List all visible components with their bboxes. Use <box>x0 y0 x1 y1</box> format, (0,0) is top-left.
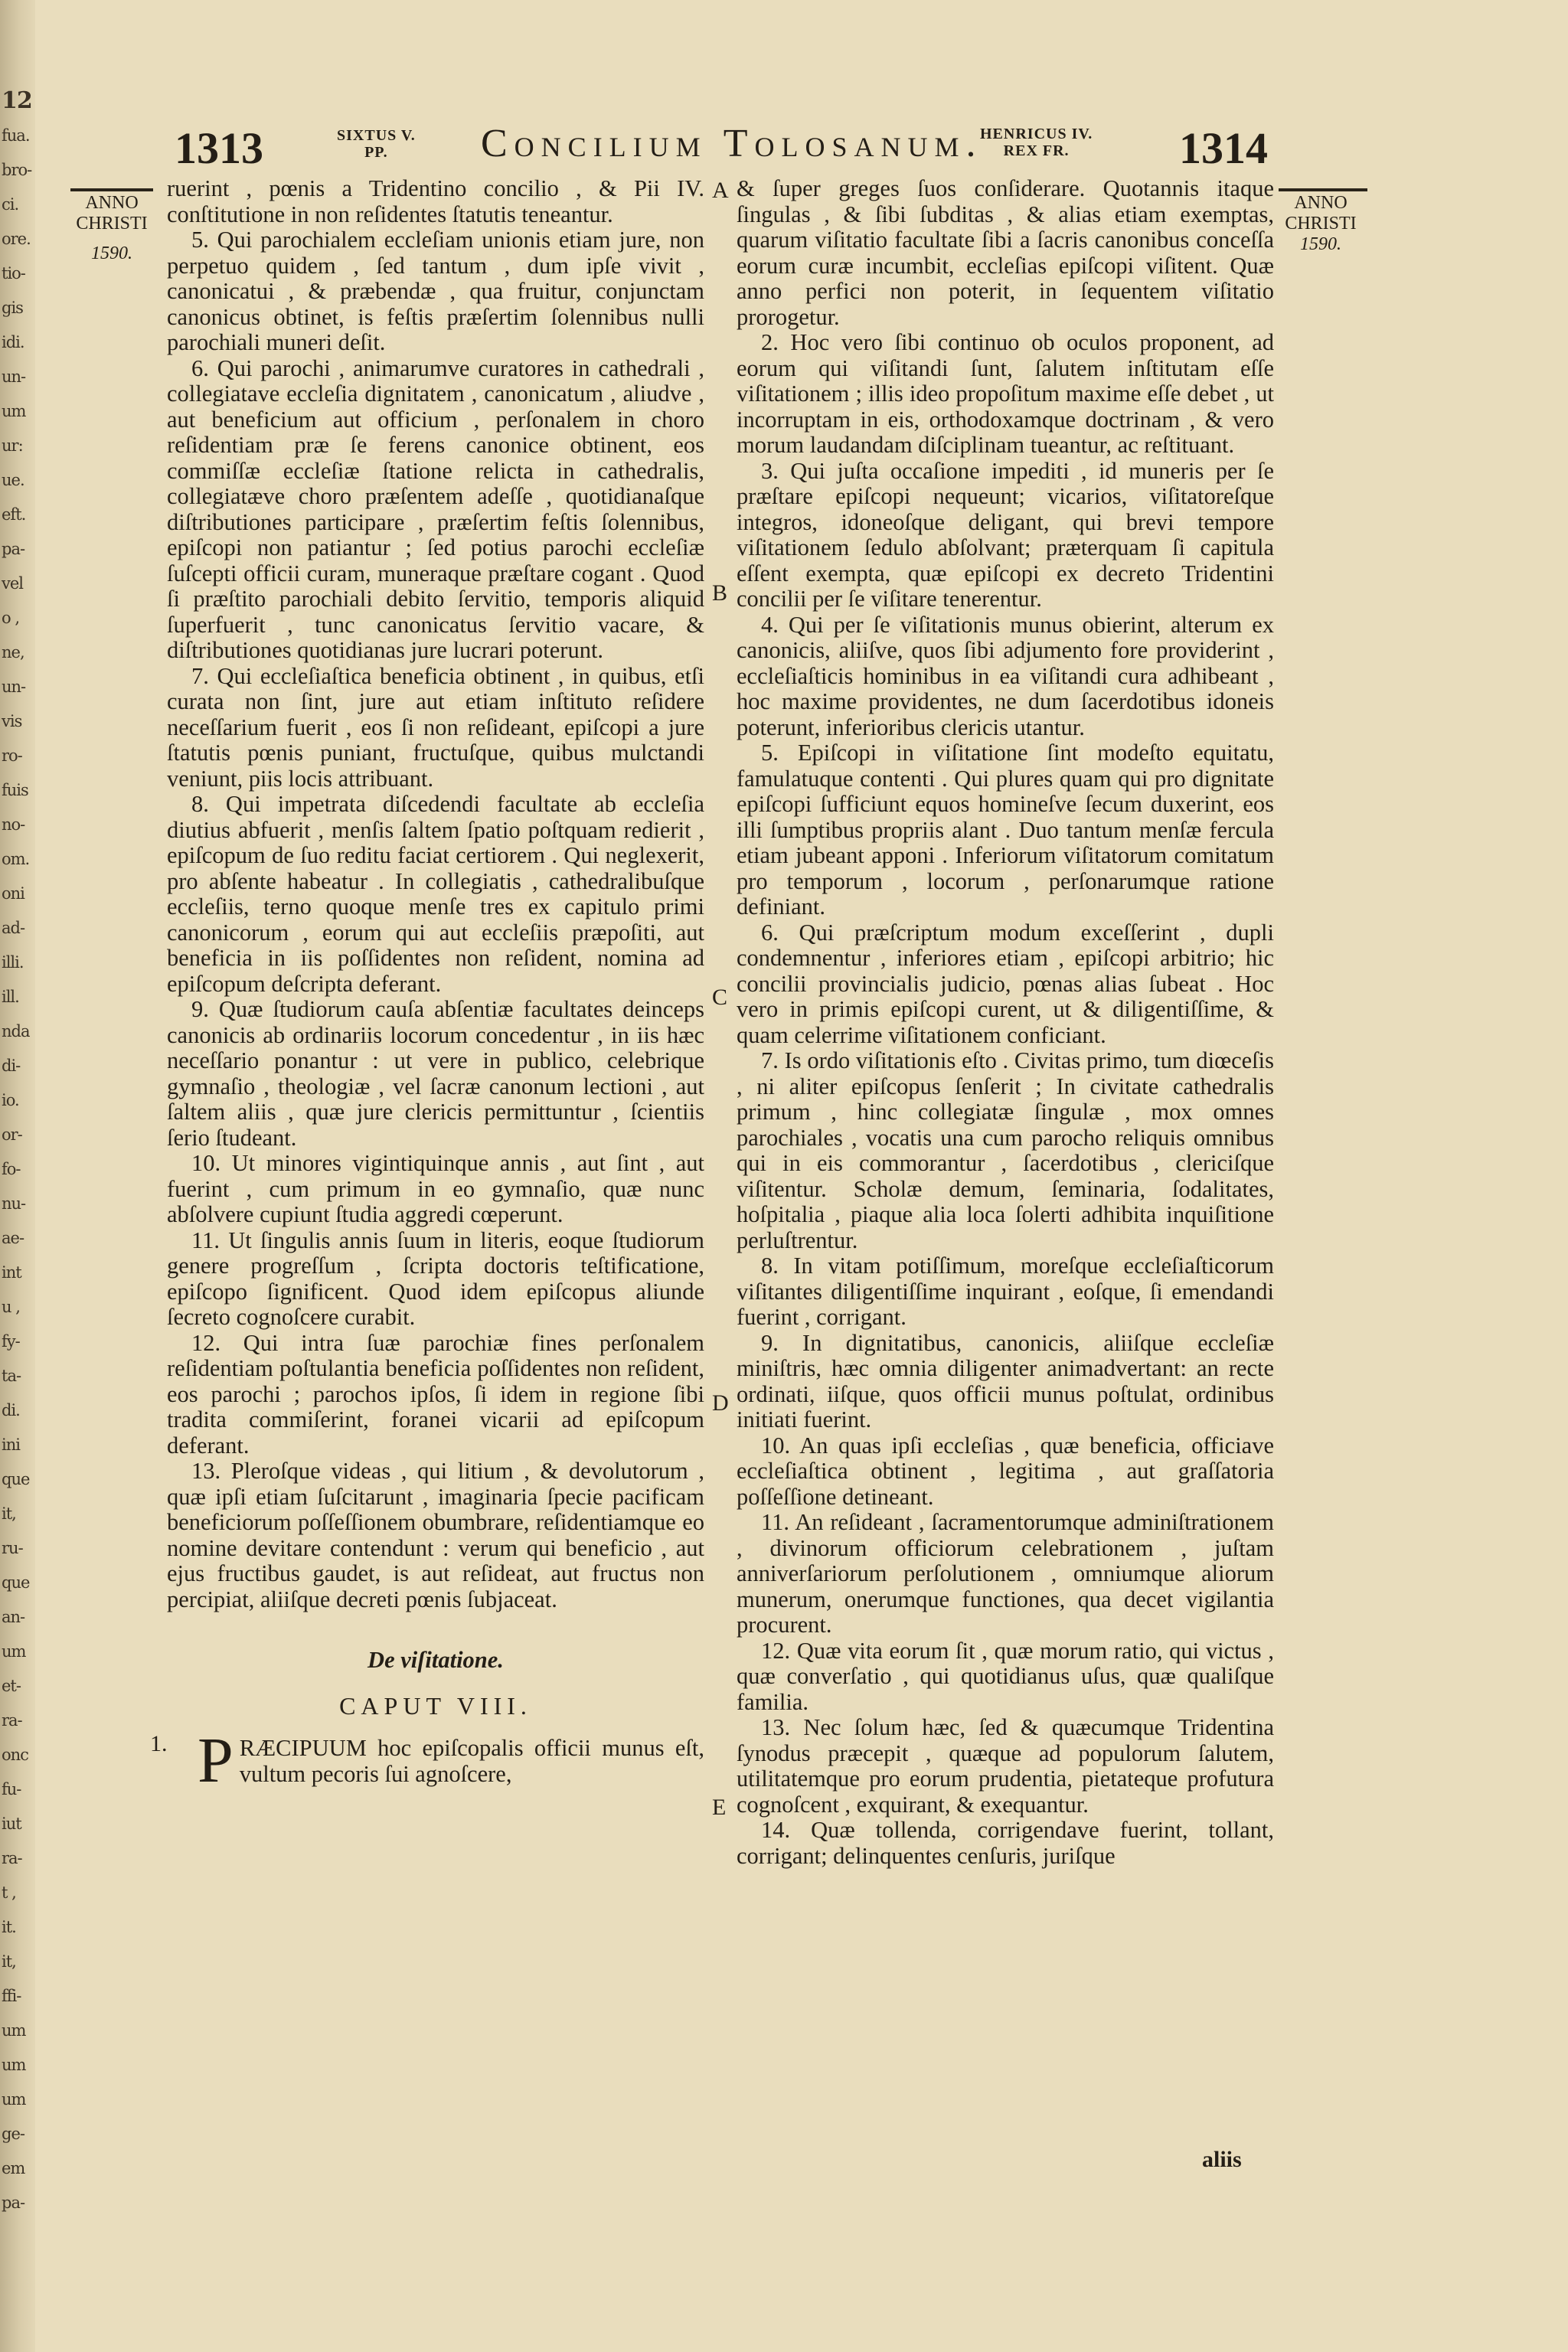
right-paragraphs <box>737 176 1274 1869</box>
spine-fragment: um <box>2 2090 26 2109</box>
king-header <box>980 126 1093 159</box>
paragraph: ruerint , pœnis a Tridentino concilio , & Pii IV. conſtitutione in non reſidentes ſtatutis teneantur. <box>167 175 704 227</box>
right-margin-rule <box>1279 188 1367 191</box>
paragraph: 7. Is ordo viſitationis eſto . Civitas primo, tum diœceſis , ni aliter epiſcopus ſenſerit ; In civitate cathedralis primum , hinc collegiatæ ſingulæ , mox omnes parochiales , vocatis una cum parocho reliquis omnibus qui in eis commorantur , ſacerdotibus , clericiſque viſitentur. Scholæ demum, ſeminaria, ſodalitates, hoſpitalia , piaque alia loca ſolerti adhibita inquiſitione perluſtrentur. <box>737 1047 1274 1253</box>
section-marker-e: E <box>712 1795 727 1820</box>
spine-fragment: bro- <box>2 161 32 179</box>
spine-fragment: vel <box>2 574 24 593</box>
spine-fragment: ra- <box>2 1849 22 1867</box>
paragraph: 9. Quæ ſtudiorum cauſa abſentiæ facultates deinceps canonicis ab ordinariis locorum concedentur , in iis hæc neceſſario ponantur : ut vere in publico, celebrique gymnaſio , theologiæ , vel ſacræ canonum lectioni , aut ſaltem aliis , quæ jure clericis permittuntur , ſcientiis ſerio ſtudeant. <box>167 996 704 1151</box>
section-marker-a: A <box>712 178 729 203</box>
year-label: 1590. <box>1300 234 1341 254</box>
spine-fragment: iut <box>2 1815 21 1833</box>
spine-fragment: it. <box>2 1918 16 1936</box>
spine-fragment: ae- <box>2 1229 24 1247</box>
spine-fragment: 12 <box>2 87 32 114</box>
paragraph: 11. Ut ſingulis annis ſuum in literis, eoque ſtudiorum genere progreſſum , ſcripta doctoris teſtificatione, epiſcopo ſignificent. Quod idem epiſcopus aliunde ſecreto cognoſcere curabit. <box>167 1227 704 1330</box>
spine-fragment: um <box>2 2021 26 2040</box>
christi-label: CHRISTI <box>1285 214 1357 234</box>
spine-fragment: vis <box>2 712 22 730</box>
chapter-opening <box>167 1725 704 1796</box>
spine-fragment: ge- <box>2 2125 24 2143</box>
spine-fragment: t , <box>2 1883 16 1902</box>
spine-fragment: fu- <box>2 1780 21 1798</box>
spine-fragment: om. <box>2 850 30 868</box>
spine-fragment: o , <box>2 609 19 627</box>
spine-fragment: ore. <box>2 230 31 248</box>
spine-fragment: gis <box>2 299 23 317</box>
spine-fragment: tio- <box>2 264 25 283</box>
section-marker-d: D <box>712 1390 729 1416</box>
opening-text: RÆCIPUUM hoc epiſcopalis officii munus eſt, vultum pecoris ſui agnoſcere, <box>239 1735 704 1787</box>
spine-fragment: que <box>2 1470 30 1488</box>
spine-fragment: an- <box>2 1608 25 1626</box>
drop-cap: P <box>198 1725 234 1796</box>
christi-label: CHRISTI <box>76 214 148 234</box>
spine-fragment: em <box>2 2159 25 2177</box>
king-name: HENRICUS IV. <box>980 126 1093 142</box>
spine-fragment: oni <box>2 884 24 903</box>
right-margin-date <box>1271 193 1370 255</box>
paragraph: 7. Qui eccleſiaſtica beneficia obtinent , in quibus, etſi curata non ſint, jure aut etiam inſtituto reſidere neceſſarium fuerit , eos ſi non reſideant, epiſcopi a jure ſtatutis pœnis puniant, fructuſque, quibus mulctandi veniunt, piis locis attribuant. <box>167 662 704 792</box>
paragraph: 5. Qui parochialem eccleſiam unionis etiam jure, non perpetuo quidem , ſed tantum , dum ipſe vivit , canonicatui , & præbendæ , qua fruitur, conjunctam canonicus obtinet, is feſtis præſertim ſolennibus nulli parochiali muneri deſit. <box>167 227 704 355</box>
spine-fragment: ta- <box>2 1367 21 1385</box>
left-paragraphs <box>167 176 704 1612</box>
running-title: Concilium Tolosanum. <box>481 122 983 165</box>
chapter-heading: CAPUT VIII. <box>339 1691 532 1720</box>
spine-fragment: ro- <box>2 746 22 765</box>
paragraph: 8. Qui impetrata diſcedendi facultate ab eccleſia diutius abfuerit , menſis ſaltem ſpatio poſtquam redierit , epiſcopum de ſuo reditu faciat certiorem . Qui neglexerit, pro abſente habeatur . In collegiatis , cathedralibuſque eccleſiis, terno quoque menſe tres ex capitulo primi canonicorum , eorum qui aut eccleſiis præpoſiti, aut beneficia in iis poſſidentes non reſident, nomina ad epiſcopum deſcripta deferant. <box>167 791 704 997</box>
pope-name: SIXTUS V. <box>337 127 416 144</box>
left-column <box>150 175 704 1796</box>
spine-fragment: um <box>2 1642 26 1661</box>
spine-fragment: ra- <box>2 1711 22 1730</box>
spine-fragment: nu- <box>2 1194 26 1213</box>
right-column <box>737 176 1274 1869</box>
paragraph: 2. Hoc vero ſibi continuo ob oculos proponent, ad eorum qui viſitandi ſunt, ſalutem inſtitutam eſſe viſitationem ; illis ideo propoſitum maxime eſſe debet , ut incorruptam in eis, orthodoxamque doctrinam , & vero morum laudandam diſciplinam tueantur, ac reſtituant. <box>737 329 1274 458</box>
paragraph: 3. Qui juſta occaſione impediti , id muneris per ſe præſtare epiſcopi nequeunt; vicarios, viſitatoreſque integros, idoneoſque deligant, qui brevi tempore viſitationem ſedulo abſolvant; præterquam ſi capitula eſſent exempta, quæ epiſcopi ex decreto Tridentini concilii per ſe viſitare tenerentur. <box>737 457 1274 612</box>
spine-fragment: ad- <box>2 919 25 937</box>
section-marker-b: B <box>712 580 728 606</box>
spine-fragment: eft. <box>2 505 26 524</box>
spine-fragment: ne, <box>2 643 24 662</box>
spine-fragment: fua. <box>2 126 30 145</box>
anno-label: ANNO <box>1294 193 1348 213</box>
spine-fragment: un- <box>2 368 26 386</box>
paragraph: 10. An quas ipſi eccleſias , quæ beneficia, officiave eccleſiaſtica obtinent , legitima , aut graſſatoria poſſeſſione detineant. <box>737 1432 1274 1510</box>
spine-fragment: ci. <box>2 195 19 214</box>
spine-fragment: io. <box>2 1091 19 1109</box>
spine-fragment: fy- <box>2 1332 20 1351</box>
spine-fragment: ru- <box>2 1539 23 1557</box>
anno-label: ANNO <box>85 193 139 213</box>
spine-fragment: ffi- <box>2 1987 21 2005</box>
spine-fragment: di- <box>2 1057 21 1075</box>
spine-fragment: nda <box>2 1022 30 1040</box>
page-number-left: 1313 <box>175 123 263 173</box>
spine-fragment: u , <box>2 1298 20 1316</box>
paragraph: 14. Quæ tollenda, corrigendave fuerint, tollant, corrigant; delinquentes cenſuris, juriſque <box>737 1817 1274 1869</box>
spine-fragment: um <box>2 402 26 420</box>
section-marker-c: C <box>712 985 728 1010</box>
paragraph: 5. Epiſcopi in viſitatione ſint modeſto equitatu, famulatuque contenti . Qui plures quam qui pro dignitate epiſcopi ſufficiunt equos homineſve ſecum duxerint, eos illi ſumptibus propriis alant . Duo tantum menſæ fercula etiam jubeant apponi . Inferiorum viſitatorum comitatum pro temporum , locorum , perſonarumque ratione definiant. <box>737 740 1274 920</box>
spine-fragment: ue. <box>2 471 24 489</box>
paragraph: 6. Qui parochi , animarumve curatores in cathedrali , collegiatave eccleſia dignitatem , canonicatum , aliudve , aut beneficium aut officium , perſonalem in choro reſidentiam præ ſe ferens canonice obtinent, eos commiſſæ eccleſiæ ſtatione relicta in cathedralis, collegiatæve choro præſentem adeſſe , quotidianaſque diſtributiones participare , præſertim feſtis ſolennibus, epiſcopi non patiantur ; ſed potius parochi eccleſiæ ſuſcepti officii curam, muneraque præſtare cogant . Quod ſi præſtito parochiali debito ſervitio, temporis aliquid ſuperfuerit , tunc canonicatus ſervitio vacare, & diſtributiones quotidianas jure lucrari poterunt. <box>167 354 704 663</box>
spine-fragment: it, <box>2 1504 16 1523</box>
spine-fragment: ur: <box>2 436 23 455</box>
spine-fragment: pa- <box>2 2194 25 2212</box>
spine-fragment: illi. <box>2 953 24 972</box>
section-title: De viſitatione. <box>368 1647 504 1673</box>
spine-fragment: fo- <box>2 1160 21 1178</box>
catchword: aliis <box>1202 2147 1242 2172</box>
spine-fragment: no- <box>2 815 25 834</box>
spine-fragment: pa- <box>2 540 25 558</box>
year-label: 1590. <box>91 243 132 263</box>
paragraph: 4. Qui per ſe viſitationis munus obierint, alterum ex canonicis, aliiſve, quos ſibi adjumento fore providerint , eccleſiaſticis hominibus in ea viſitandi cura adhibeant , hoc maxime providentes, ne dum ſacerdotibus idoneis poterunt, inferioribus clericis utantur. <box>737 611 1274 740</box>
adjacent-page-edge <box>0 0 35 2352</box>
paragraph: 11. An reſideant , ſacramentorumque adminiſtrationem , divinorum officiorum celebrationem , juſtam anniverſariorum perſolutionem , omniumque aliorum munerum, onerumque functiones, qua decet vigilantia procurent. <box>737 1509 1274 1638</box>
left-margin-date <box>67 193 156 264</box>
spine-fragment: int <box>2 1263 21 1282</box>
opening-number: 1. <box>150 1730 168 1756</box>
spine-fragment: ill. <box>2 988 19 1006</box>
spine-fragment: onc <box>2 1746 28 1764</box>
paragraph: 13. Nec ſolum hæc, ſed & quæcumque Tridentina ſynodus præcepit , quæque ad populorum ſalutem, utilitatemque pro eorum prudentia, pietateque profutura cognoſcent , exquirant, & exequantur. <box>737 1714 1274 1818</box>
paragraph: 12. Quæ vita eorum ſit , quæ morum ratio, qui victus , quæ converſatio , qui quotidianus uſus, quæ qualiſque familia. <box>737 1637 1274 1715</box>
paragraph: & ſuper greges ſuos conſiderare. Quotannis itaque ſingulas , & ſibi ſubditas , & alias etiam exemptas, quarum viſitatio facultate ſibi a ſacris canonibus conceſſa eorum curæ incumbit, eccleſias epiſcopi viſitent. Quæ anno perfici non poterit, in ſequentem viſitatio prorogetur. <box>737 175 1274 330</box>
pope-header <box>337 127 416 161</box>
paragraph: 12. Qui intra ſuæ parochiæ fines perſonalem reſidentiam poſtulantia beneficia poſſidentes non reſident, eos parochi ; parochos ipſos, ſi idem in regione ſibi tradita commiſerint, foranei vicarii ad epiſcopum deferant. <box>167 1329 704 1459</box>
spine-fragment: que <box>2 1573 30 1592</box>
spine-fragment: un- <box>2 678 26 696</box>
paragraph: 6. Qui præſcriptum modum exceſſerint , dupli condemnentur , inferiores etiam , epiſcopi arbitrio; hic concilii provincialis judicio, pœnas alias ſubeat . Hoc vero in primis epiſcopi curent, ut & diligentiſſime, & quam celerrime viſitationem conficiant. <box>737 919 1274 1048</box>
spine-fragment: ini <box>2 1436 20 1454</box>
paragraph: 10. Ut minores vigintiquinque annis , aut ſint , aut fuerint , cum primum in eo gymnaſio, quæ nunc abſolvere cupiunt ſtudia aggredi cœperunt. <box>167 1150 704 1227</box>
spine-fragment: di. <box>2 1401 20 1419</box>
pope-title: PP. <box>364 144 388 161</box>
left-margin-rule <box>70 188 153 191</box>
spine-fragment: it, <box>2 1952 16 1971</box>
paragraph: 9. In dignitatibus, canonicis, aliiſque eccleſiæ miniſtris, hæc omnia diligenter animadvertant: an recte ordinati, iiſque, quos officii munus poſtulat, ordinibus initiati fuerint. <box>737 1329 1274 1432</box>
king-title: REX FR. <box>1003 142 1070 159</box>
spine-fragment: fuis <box>2 781 28 799</box>
spine-fragment: et- <box>2 1677 21 1695</box>
page-number-right: 1314 <box>1179 123 1268 173</box>
spine-fragment: um <box>2 2056 26 2074</box>
spine-fragment: or- <box>2 1125 22 1144</box>
paragraph: 8. In vitam potiſſimum, moreſque eccleſiaſticorum viſitantes diligentiſſime inquirant , eoſque, ſi emendandi fuerint , corrigant. <box>737 1253 1274 1330</box>
paragraph: 13. Pleroſque videas , qui litium , & devolutorum , quæ ipſi etiam ſuſcitarunt , imaginaria ſpecie pacificam beneficiorum poſſeſſionem obumbrare, reſidentiamque eo nomine devitare contendunt : verum qui beneficio , aut ejus fructibus gaudet, is aut reſideat, aut fructus non percipiat, aliiſque decreti pœnis ſubjaceat. <box>167 1458 704 1612</box>
spine-fragment: idi. <box>2 333 24 351</box>
